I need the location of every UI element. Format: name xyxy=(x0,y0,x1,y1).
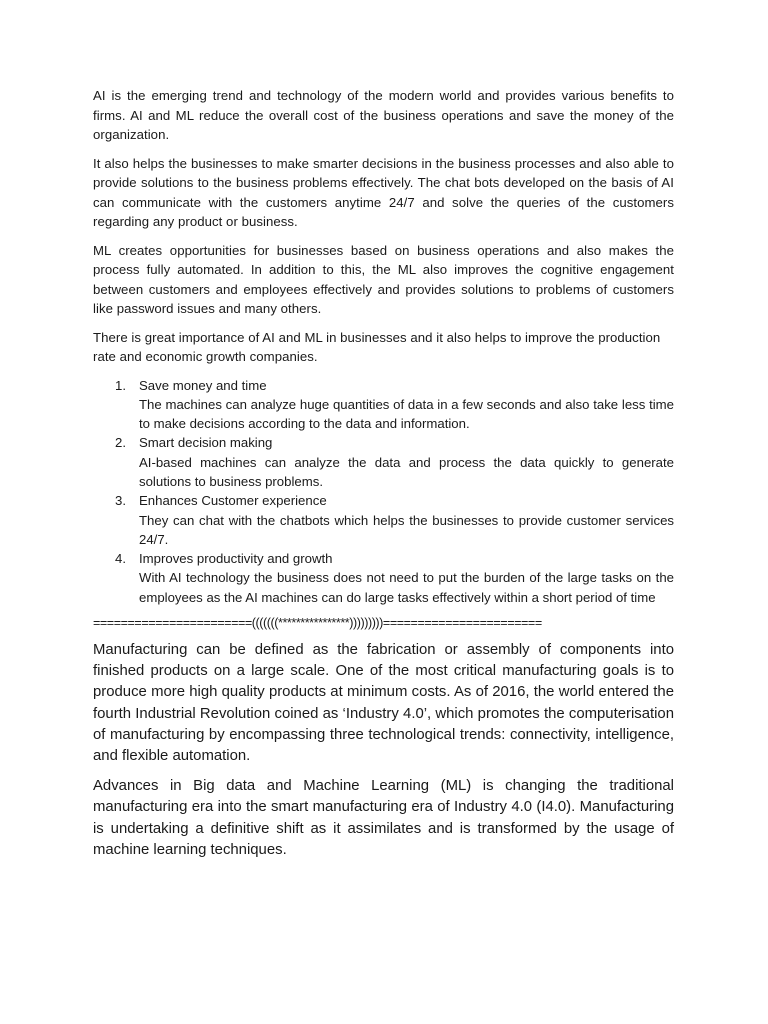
list-item-text: AI-based machines can analyze the data and process the data quickly to generate solutions to business problems. xyxy=(139,454,674,489)
list-item-text: They can chat with the chatbots which helps the businesses to provide customer services 24/7. xyxy=(139,512,674,547)
list-item-number: 3. xyxy=(115,493,126,509)
list-item-heading: Save money and time xyxy=(139,377,267,393)
list-item-heading: Smart decision making xyxy=(139,435,273,451)
section-separator: =======================(((((((****************)))))))))======================= xyxy=(93,616,542,631)
list-item-number: 2. xyxy=(115,435,126,451)
paragraph-ml-opportunities: ML creates opportunities for businesses based on business operations and also makes the process fully automated. In addition to this, the ML also improves the cognitive engagement between customers and employees effectively and provides solutions to problems of customers like password issues and many others. xyxy=(93,242,674,316)
list-item-number: 1. xyxy=(115,377,126,393)
paragraph-ai-trend: AI is the emerging trend and technology of the modern world and provides various benefits to firms. AI and ML reduce the overall cost of the business operations and save the money of the organization. xyxy=(93,88,674,142)
list-item xyxy=(93,376,674,434)
benefits-list xyxy=(93,376,674,608)
list-item-heading: Improves productivity and growth xyxy=(139,551,333,567)
paragraph-smarter-decisions: It also helps the businesses to make smarter decisions in the business processes and also able to provide solutions to the business problems effectively. The chat bots developed on the basis of AI can communicate with the customers anytime 24/7 and solve the queries of the customers regarding any product or business. xyxy=(93,155,674,229)
list-item-heading: Enhances Customer experience xyxy=(139,493,327,509)
document-page xyxy=(93,86,674,870)
list-item xyxy=(93,549,674,607)
paragraph-big-data-ml: Advances in Big data and Machine Learning (ML) is changing the traditional manufacturing era into the smart manufacturing era of Industry 4.0 (I4.0). Manufacturing is undertaking a definitive shift as it assimilates and is transformed by the usage of machine learning techniques. xyxy=(93,778,674,858)
paragraph-importance: There is great importance of AI and ML in businesses and it also helps to improve the production rate and economic growth companies. xyxy=(93,329,661,364)
list-item-text: The machines can analyze huge quantities of data in a few seconds and also take less time to make decisions according to the data and information. xyxy=(139,396,674,432)
list-item xyxy=(93,491,674,549)
list-item xyxy=(93,433,674,491)
list-item-number: 4. xyxy=(115,551,126,567)
list-item-text: With AI technology the business does not need to put the burden of the large tasks on the employees as the AI machines can do large tasks effectively within a short period of time xyxy=(139,570,674,605)
paragraph-manufacturing-definition: Manufacturing can be defined as the fabrication or assembly of components into finished products on a large scale. One of the most critical manufacturing goals is to produce more high quality products at minimum costs. As of 2016, the world entered the fourth Industrial Revolution coined as ‘Industry 4.0’, which promotes the computerisation of manufacturing by encompassing three technological trends: connectivity, intelligence, and flexible automation. xyxy=(93,642,674,765)
